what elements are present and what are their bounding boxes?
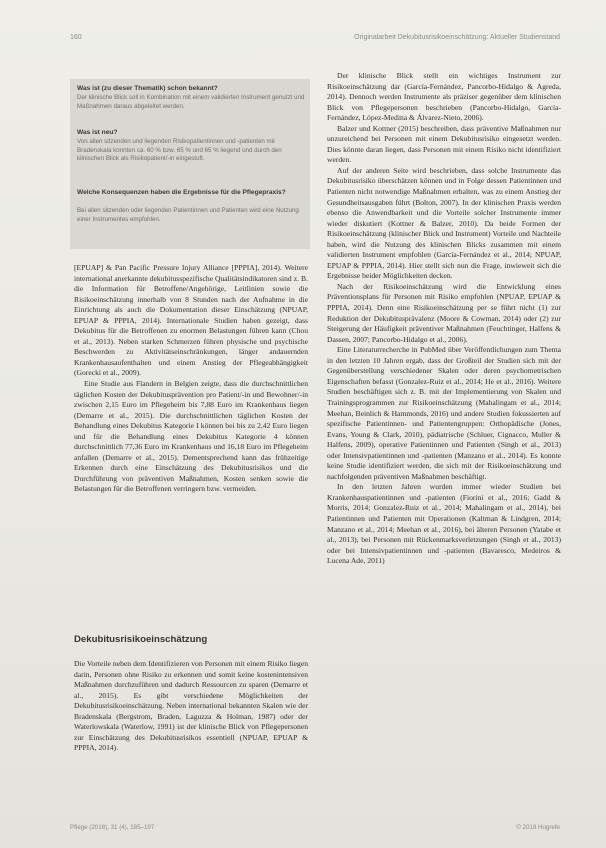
left-paragraph-2: Eine Studie aus Flandern in Belgien zeigte, dass die durchschnittlichen täglichen Kosten der Dekubitusprävention pro Patient/-in und Bewohner/-in zwischen 2,15 Euro im Pflegeheim bis 7,88 Euro im Krankenhaus liegen (Demarre et al., 2015). Die durchschnittlichen täglichen Kosten der Behandlung eines Dekubitus Kategorie I können bei bis zu 2,42 Euro liegen und für die Behandlung eines Dekubitus Kategorie 4 können durchschnittlich 77,36 Euro im Krankenhaus und 16,18 Euro im Pflegeheim anfallen (Demarre et al., 2015). Dementsprechend kann das frühzeitige Erkennen durch eine Einschätzung des Dekubitusrisikos und die Durchführung von präventiven Maßnahmen, Kosten senken sowie die Belastungen für die Betroffenen verringern bzw. vermeiden. (74, 379, 308, 494)
left-column-lower (74, 659, 308, 754)
right-paragraph-4: Nach der Risikoeinschätzung wird die Entwicklung eines Präventionsplans für Personen mit Risiko empfohlen (NPUAP, EPUAP & PPPIA, 2014). Denn eine Risikoeinschätzung per se führt nicht (1) zur Reduktion der Dekubitusprävalenz (Moore & Cowman, 2014) oder (2) zur Steigerung der Häufigkeit präventiver Maßnahmen (Feuchtinger, Halfens & Dassen, 2007; Pancorbo-Hidalgo et al., 2006). (327, 281, 561, 344)
box-answer-3: Bei allen sitzenden oder liegenden Patientinnen und Patienten wird eine Nutzung einer Instrumentes empfohlen. (77, 207, 299, 223)
page-footer (70, 824, 560, 834)
box-question-3: Welche Konsequenzen haben die Ergebnisse für die Pflegepraxis? (77, 189, 286, 196)
left-paragraph-1: [EPUAP] & Pan Pacific Pressure Injury Alliance [PPPIA], 2014). Weitere international anerkannte dekubitusspezifische Qualitätsindikatoren sind z. B. die Information für Betroffene/Angehörige, Leitlinien sowie die Risikoeinschätzung innerhalb von 8 Stunden nach der Aufnahme in die Einrichtung als auch die Dokumentation dieser Einschätzung (NPUAP, EPUAP & PPPIA, 2014). Internationale Studien haben gezeigt, dass Dekubitus für die Betroffenen zu enormen Belastungen führen kann (Chou et al., 2013). Neben starken Schmerzen führen physische und psychische Beschwerden zu Aktivitätseinschränkungen, länger andauernden Krankenhausaufenthalten und einem Anstieg der Pflegeabhängigkeit (Gorecki et al., 2009). (74, 263, 308, 378)
right-paragraph-2: Balzer und Kottner (2015) beschreiben, dass präventive Maßnahmen nur unzureichend bei Personen mit einem Dekubitusrisiko eingesetzt werden. Dies könnte daran liegen, dass Personen mit einem Risiko nicht identifiziert werden. (327, 123, 561, 165)
right-paragraph-6: In den letzten Jahren wurden immer wieder Studien bei Krankenhauspatientinnen und -patienten (Fiorini et al., 2016; Gadd & Morris, 2014; Gonzalez-Ruiz et al., 2014; Mahalingam et al., 2014), bei Patientinnen und Patienten mit Operationen (Kaltman & Lindgren, 2014; Manzano et al., 2014; Meehan et al., 2016), bei älteren Personen (Yatabe et al., 2013), bei Personen mit Rückenmarksverletzungen (Singh et al., 2013) oder bei Intensivpatientinnen und -patienten (Bavaresco, Medeiros & Lucena Ade, 2011) (327, 482, 561, 566)
right-paragraph-3: Auf der anderen Seite wird beschrieben, dass solche Instrumente das Dekubitusrisiko überschätzen können und in Folge dessen Patientinnen und Patienten nicht notwendige Maßnahmen erhalten, was zu einem Anstieg der Gesundheitsausgaben führt (Bolton, 2007). In der klinischen Praxis werden ebenso die Anwendbarkeit und die Vorteile solcher Instrumente immer wieder diskutiert (Kottner & Balzer, 2010). Da beide Formen der Risikoeinschätzung (klinischer Blick und Instrument) Vorteile und Nachteile haben, wird die Nutzung des klinischen Blicks zusammen mit einem validierten Instrument empfohlen (García-Fernández et al., 2014; NPUAP, EPUAP & PPPIA, 2014). Hier stellt sich nun die Frage, inwieweit sich die Ergebnisse beider Möglichkeiten decken. (327, 165, 561, 281)
box-question-1: Was ist (zu dieser Thematik) schon bekannt? (77, 85, 218, 92)
copyright: © 2018 Hogrefe (516, 824, 560, 831)
right-paragraph-5: Eine Literaturrecherche in PubMed über Veröffentlichungen zum Thema in den letzten 10 Jahren ergab, dass der Großteil der Studien sich mit der Gegenüberstellung verschiedener Skalen oder deren psychometrischen Eigenschaften befasst (Gonzalez-Ruiz et al., 2014; He et al., 2016). Weitere Studien beschäftigen sich z. B. mit der Implementierung von Skalen und Trainingsprogrammen zur Risikoeinschätzung (Mahalingam et al., 2014; Meehan, Beinlich & Hammonds, 2016) und andere Studien fokussierten auf spezifische Patientinnen- und Patientengruppen: Orthopädische (Jones, Evans, Young & Clark, 2010), pädiatrische (Schluer, Cignacco, Muller & Halfens, 2009), operative Patientinnen und Patienten (Singh et al., 2013) oder Intensivpatientinnen und -patienten (Manzano et al., 2014). Es konnte keine Studie identifiziert werden, die sich mit der Risikoeinschätzung und nachfolgenden präventiven Maßnahmen beschäftigt. (327, 345, 561, 481)
running-title: Originalarbeit Dekubitusrisikoeinschätzung: Aktueller Studienstand (354, 34, 560, 41)
page-number: 160 (70, 34, 82, 41)
left-paragraph-3: Die Vorteile neben dem Identifizieren von Personen mit einem Risiko liegen darin, Personen ohne Risiko zu erkennen und somit keine kostenintensiven Maßnahmen durchzuführen und dadurch Ressourcen zu sparen (Demarre et al., 2015). Es gibt verschiedene Möglichkeiten der Dekubitusrisikoeinschätzung. Neben international bekannten Skalen wie der Bradenskala (Bergstrom, Braden, Laguzza & Holman, 1987) oder der Waterlowskala (Waterlow, 1991) ist der klinische Blick von Pflegepersonen zur Einschätzung des Dekubitusrisikos essentiell (NPUAP, EPUAP & PPPIA, 2014). (74, 659, 308, 753)
box-answer-1: Der klinische Blick soll in Kombination mit einem validierten Instrument genutzt und Maßnahmen daraus abgeleitet werden. (77, 94, 305, 110)
right-paragraph-1: Der klinische Blick stellt ein wichtiges Instrument zur Risikoeinschätzung dar (García-Fernández, Pancorbo-Hidalgo & Agreda, 2014). Dennoch werden Instrumente als präziser gegenüber dem klinischen Blick von Pflegepersonen beschrieben (Pancorbo-Hidalgo, García-Fernández, López-Medina & Álvarez-Nieto, 2006). (327, 71, 561, 123)
page-header (70, 34, 560, 46)
section-heading: Dekubitusrisikoeinschätzung (74, 634, 208, 645)
journal-citation: Pflege (2018), 31 (4), 185–197 (70, 824, 155, 831)
left-column (74, 263, 308, 495)
box-question-2: Was ist neu? (77, 129, 118, 136)
box-answer-2: Von allen sitzenden und liegenden Risikopatientinnen und -patienten mit Bradenskala konnten ca. 60 % bzw. 65 % und 65 % liegend und durch den klinischen Blick als Risikopatient/-in eingestuft. (77, 138, 282, 163)
right-column (327, 71, 561, 567)
key-points-box (70, 79, 310, 249)
